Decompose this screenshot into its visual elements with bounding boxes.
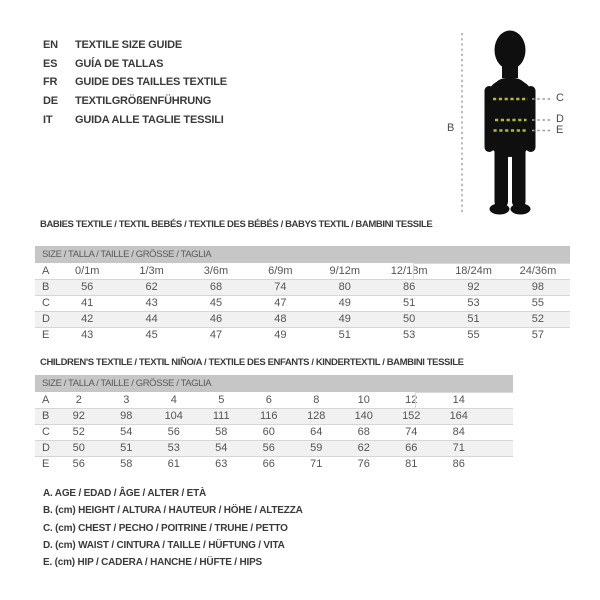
size-value-cell: 3 (123, 394, 130, 406)
size-value-cell: 84 (452, 426, 465, 438)
size-value-cell: 59 (310, 442, 323, 454)
size-value-cell: 10 (357, 394, 370, 406)
size-value-cell: 53 (467, 297, 480, 309)
size-value-cell: 42 (81, 313, 94, 325)
legend-line-chest: C. (cm) CHEST / PECHO / POITRINE / TRUHE / PETTO (43, 522, 288, 534)
children-section-title: CHILDREN'S TEXTILE / TEXTIL NIÑO/A / TEXTILE DES ENFANTS / KINDERTEXTIL / BAMBINI TESSILE (40, 357, 464, 368)
row-label: D (42, 442, 50, 454)
size-value-cell: 12 (405, 394, 418, 406)
size-value-cell: 14 (452, 394, 465, 406)
size-value-cell: 45 (145, 329, 158, 341)
size-value-cell: 1/3m (139, 265, 164, 277)
size-value-cell: 48 (274, 313, 287, 325)
size-value-cell: 56 (167, 426, 180, 438)
legend-line-waist: D. (cm) WAIST / CINTURA / TAILLE / HÜFTUNG / VITA (43, 539, 285, 551)
size-value-cell: 52 (531, 313, 545, 325)
size-value-cell: 164 (449, 410, 468, 422)
row-label: C (42, 297, 50, 309)
row-highlight-box (415, 392, 513, 408)
size-value-cell: 56 (72, 458, 85, 470)
size-value-cell: 45 (209, 297, 223, 309)
child-silhouette-figure (435, 8, 600, 238)
size-table-row-C (35, 295, 570, 311)
size-value-cell: 56 (81, 281, 94, 293)
size-value-cell: 71 (310, 458, 323, 470)
size-value-cell: 51 (120, 442, 133, 454)
language-row-de (43, 92, 227, 111)
size-value-cell: 43 (81, 329, 94, 341)
size-value-cell: 47 (274, 297, 287, 309)
language-label: GUIDA ALLE TAGLIE TESSILI (75, 113, 224, 126)
size-value-cell: 51 (467, 313, 480, 325)
size-value-cell: 50 (403, 313, 416, 325)
measure-label-hip: E (556, 123, 564, 136)
size-value-cell: 52 (72, 426, 85, 438)
size-value-cell: 104 (164, 410, 183, 422)
size-value-cell: 24/36m (519, 265, 557, 277)
size-value-cell: 12/18m (390, 265, 428, 277)
language-code: FR (43, 76, 58, 89)
legend-line-age: A. AGE / EDAD / ÂGE / ALTER / ETÀ (43, 488, 207, 499)
size-value-cell: 8 (313, 394, 320, 406)
size-value-cell: 9/12m (329, 265, 361, 277)
language-code: IT (43, 113, 53, 126)
size-value-cell: 68 (209, 281, 223, 293)
row-label: D (42, 313, 50, 325)
size-value-cell: 49 (338, 313, 351, 325)
size-value-cell: 58 (120, 458, 133, 470)
size-value-cell: 81 (405, 458, 418, 470)
language-row-es (43, 55, 227, 74)
child-silhouette-body (485, 31, 536, 215)
size-value-cell: 86 (403, 281, 416, 293)
size-value-cell: 152 (402, 410, 421, 422)
legend-line-height: B. (cm) HEIGHT / ALTURA / HAUTEUR / HÖHE / ALTEZZA (43, 505, 303, 517)
size-value-cell: 71 (452, 442, 465, 454)
measure-label-waist: D (556, 113, 564, 125)
size-value-cell: 53 (403, 329, 416, 341)
size-value-cell: 50 (72, 442, 85, 454)
size-table-row-D (35, 440, 513, 456)
size-table-row-B (35, 279, 570, 295)
size-value-cell: 74 (405, 426, 418, 438)
size-value-cell: 2 (75, 394, 82, 406)
size-value-cell: 41 (81, 297, 94, 309)
size-table-row-C (35, 424, 513, 440)
size-value-cell: 49 (274, 329, 287, 341)
size-value-cell: 18/24m (455, 265, 492, 277)
size-value-cell: 64 (310, 426, 323, 438)
size-value-cell: 63 (215, 458, 228, 470)
language-label: GUÍA DE TALLAS (75, 57, 164, 70)
language-code: EN (43, 39, 58, 51)
language-code: ES (43, 57, 58, 70)
babies-section-title: BABIES TEXTILE / TEXTIL BEBÉS / TEXTILE DES BÉBÉS / BABYS TEXTIL / BAMBINI TESSILE (40, 219, 433, 230)
size-value-cell: 0/1m (74, 265, 100, 277)
row-label: B (42, 410, 50, 422)
babies-size-table (35, 246, 570, 343)
size-value-cell: 47 (209, 329, 223, 341)
language-row-fr (43, 73, 227, 92)
size-value-cell: 56 (262, 442, 275, 454)
children-size-table (35, 375, 513, 472)
size-value-cell: 62 (357, 442, 370, 454)
size-value-cell: 68 (357, 426, 370, 438)
size-table-row-B (35, 408, 513, 424)
size-value-cell: 74 (274, 281, 287, 293)
size-value-cell: 140 (354, 410, 373, 422)
row-highlight-box (413, 263, 570, 280)
size-value-cell: 3/6m (203, 265, 229, 277)
language-label: GUIDE DES TAILLES TEXTILE (75, 76, 227, 89)
size-value-cell: 58 (215, 426, 228, 438)
size-value-cell: 4 (170, 394, 177, 406)
measure-label-chest: C (556, 92, 564, 104)
size-value-cell: 92 (467, 281, 480, 293)
size-header-bar: SIZE / TALLA / TAILLE / GRÖSSE / TAGLIA (35, 246, 570, 263)
size-value-cell: 60 (262, 426, 275, 438)
size-value-cell: 62 (145, 281, 158, 293)
size-value-cell: 44 (145, 313, 158, 325)
size-value-cell: 61 (167, 458, 180, 470)
language-label: TEXTILGRÖßENFÜHRUNG (75, 95, 212, 108)
size-value-cell: 51 (403, 297, 416, 309)
size-header-bar: SIZE / TALLA / TAILLE / GRÖSSE / TAGLIA (35, 375, 513, 392)
row-label: A (42, 265, 50, 277)
size-value-cell: 116 (259, 410, 278, 422)
size-value-cell: 43 (145, 297, 158, 309)
language-list (43, 36, 227, 130)
size-value-cell: 66 (405, 442, 418, 454)
size-value-cell: 54 (120, 426, 133, 438)
size-value-cell: 46 (209, 313, 223, 325)
size-value-cell: 111 (212, 410, 230, 422)
row-label: B (42, 281, 50, 293)
size-value-cell: 49 (338, 297, 351, 309)
row-label: E (42, 329, 50, 341)
size-value-cell: 6 (265, 394, 272, 406)
size-table-row-E (35, 327, 570, 343)
size-value-cell: 51 (338, 329, 351, 341)
size-value-cell: 92 (72, 410, 85, 422)
size-value-cell: 54 (215, 442, 228, 454)
size-value-cell: 76 (357, 458, 370, 470)
row-label: C (42, 426, 50, 438)
size-value-cell: 5 (218, 394, 225, 406)
size-value-cell: 66 (262, 458, 275, 470)
size-value-cell: 6/9m (268, 265, 293, 277)
size-value-cell: 57 (531, 329, 545, 341)
size-value-cell: 55 (531, 297, 545, 309)
size-value-cell: 86 (452, 458, 465, 470)
language-row-en (43, 36, 227, 55)
size-table-row-E (35, 456, 513, 472)
legend-line-hip: E. (cm) HIP / CADERA / HANCHE / HÜFTE / HIPS (43, 557, 263, 569)
size-value-cell: 98 (120, 410, 133, 422)
language-row-it (43, 111, 227, 130)
size-value-cell: 55 (467, 329, 480, 341)
measure-label-height: B (447, 122, 455, 134)
size-value-cell: 98 (531, 281, 545, 293)
measurement-legend (43, 485, 303, 571)
size-table-row-D (35, 311, 570, 327)
size-value-cell: 128 (307, 410, 326, 422)
language-code: DE (43, 95, 58, 108)
language-label: TEXTILE SIZE GUIDE (75, 39, 183, 51)
size-value-cell: 80 (338, 281, 351, 293)
size-value-cell: 53 (167, 442, 180, 454)
row-label: E (42, 458, 50, 470)
row-label: A (42, 394, 50, 406)
